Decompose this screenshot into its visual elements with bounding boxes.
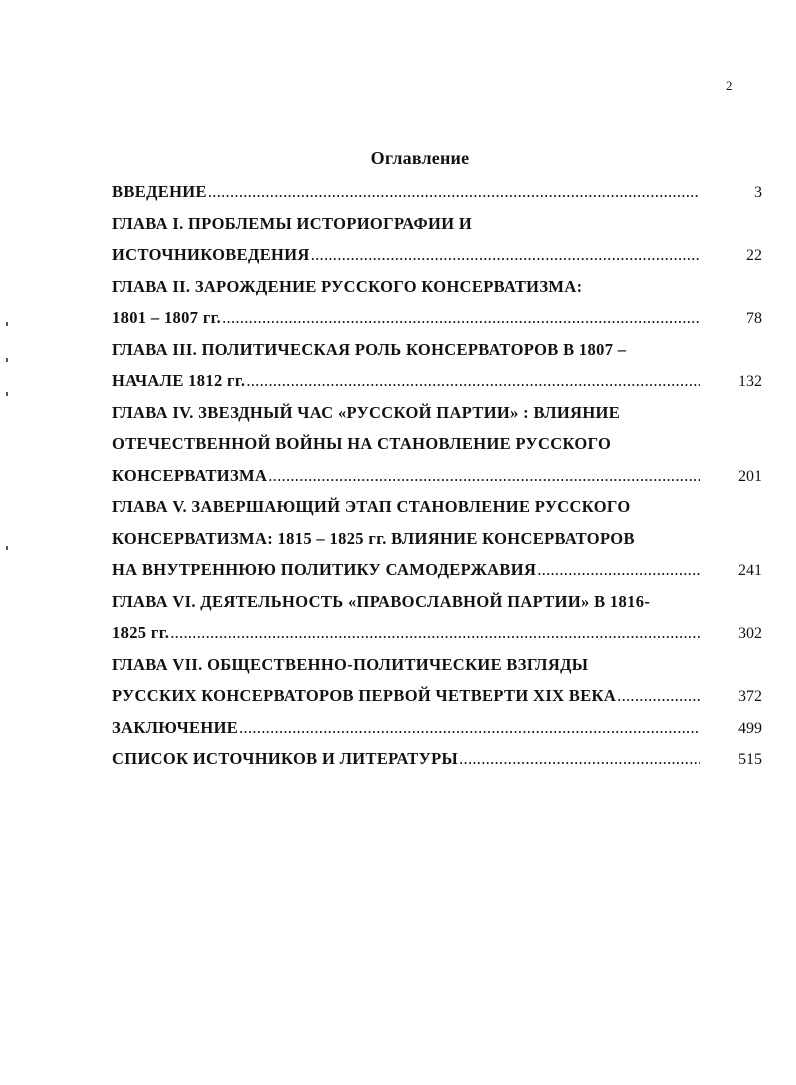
toc-page-number: 3 — [754, 184, 762, 201]
toc-entry — [112, 339, 762, 402]
leader-dots — [170, 622, 700, 644]
toc-entry-text: КОНСЕРВАТИЗМА: 1815 – 1825 гг. ВЛИЯНИЕ КОНСЕРВАТОРОВ — [112, 528, 635, 548]
margin-mark — [6, 322, 8, 326]
toc-page-number: 22 — [746, 247, 762, 264]
toc-entry-text: ГЛАВА II. ЗАРОЖДЕНИЕ РУССКОГО КОНСЕРВАТИЗМА: — [112, 276, 583, 296]
leader-dots — [222, 307, 700, 329]
leader-dots — [459, 748, 700, 770]
toc-entry-text: НАЧАЛЕ 1812 гг. — [112, 371, 246, 390]
toc-entry-line — [112, 622, 762, 654]
leader-dots — [537, 559, 700, 581]
toc-entry — [112, 717, 762, 749]
toc-page-number: 201 — [738, 467, 762, 485]
margin-mark — [6, 392, 8, 396]
table-of-contents — [112, 181, 762, 780]
leader-dots — [246, 370, 700, 392]
toc-page-number: 499 — [738, 719, 762, 737]
leader-dots — [311, 244, 700, 266]
toc-entry-text: ЗАКЛЮЧЕНИЕ — [112, 717, 239, 737]
toc-page-number: 132 — [738, 373, 762, 390]
toc-entry — [112, 181, 762, 213]
toc-entry-line — [112, 528, 762, 560]
toc-page-number: 78 — [746, 310, 762, 327]
toc-entry-line — [112, 654, 762, 686]
toc-entry-line — [112, 213, 762, 245]
toc-entry-line — [112, 433, 762, 465]
leader-dots — [239, 717, 700, 739]
toc-entry-line — [112, 465, 762, 497]
toc-entry-line — [112, 685, 762, 717]
leader-dots — [268, 465, 700, 487]
toc-entry-line — [112, 748, 762, 780]
leader-dots — [208, 181, 700, 203]
toc-entry-line — [112, 307, 762, 339]
toc-entry-text: ГЛАВА IV. ЗВЕЗДНЫЙ ЧАС «РУССКОЙ ПАРТИИ» : ВЛИЯНИЕ — [112, 402, 621, 422]
toc-entry-line — [112, 276, 762, 308]
toc-title: Оглавление — [370, 148, 470, 168]
toc-entry-line — [112, 370, 762, 402]
toc-page-number: 515 — [738, 751, 762, 768]
toc-entry-text: НА ВНУТРЕННЮЮ ПОЛИТИКУ САМОДЕРЖАВИЯ — [112, 560, 537, 579]
toc-entry-text: ГЛАВА VII. ОБЩЕСТВЕННО-ПОЛИТИЧЕСКИЕ ВЗГЛЯДЫ — [112, 654, 589, 674]
toc-page-number: 241 — [738, 562, 762, 579]
toc-entry — [112, 654, 762, 717]
toc-entry-line — [112, 181, 762, 213]
toc-page-number: 372 — [738, 688, 762, 705]
toc-page-number: 302 — [738, 625, 762, 642]
toc-entry-text: СПИСОК ИСТОЧНИКОВ И ЛИТЕРАТУРЫ — [112, 749, 459, 768]
leader-dots — [617, 685, 700, 707]
toc-entry-text: РУССКИХ КОНСЕРВАТОРОВ ПЕРВОЙ ЧЕТВЕРТИ XIX ВЕКА — [112, 686, 617, 705]
toc-entry-line — [112, 717, 762, 749]
toc-entry — [112, 748, 762, 780]
toc-entry-text: ОТЕЧЕСТВЕННОЙ ВОЙНЫ НА СТАНОВЛЕНИЕ РУССКОГО — [112, 434, 612, 453]
toc-entry-line — [112, 496, 762, 528]
margin-mark — [6, 546, 8, 550]
toc-entry — [112, 213, 762, 276]
toc-entry-text: 1801 – 1807 гг. — [112, 308, 222, 327]
toc-entry-text: ГЛАВА I. ПРОБЛЕМЫ ИСТОРИОГРАФИИ И — [112, 213, 473, 233]
toc-entry — [112, 496, 762, 591]
toc-entry — [112, 402, 762, 497]
toc-entry-text: ИСТОЧНИКОВЕДЕНИЯ — [112, 245, 310, 264]
toc-entry-text: ГЛАВА V. ЗАВЕРШАЮЩИЙ ЭТАП СТАНОВЛЕНИЕ РУССКОГО — [112, 497, 631, 516]
toc-entry-line — [112, 559, 762, 591]
toc-entry-line — [112, 591, 762, 623]
margin-mark — [6, 358, 8, 362]
toc-entry-text: ГЛАВА VI. ДЕЯТЕЛЬНОСТЬ «ПРАВОСЛАВНОЙ ПАРТИИ» В 1816- — [112, 591, 651, 611]
toc-entry-text: КОНСЕРВАТИЗМА — [112, 465, 268, 485]
toc-entry — [112, 591, 762, 654]
toc-entry-text: 1825 гг. — [112, 623, 170, 642]
toc-entry — [112, 276, 762, 339]
toc-entry-line — [112, 339, 762, 371]
toc-entry-line — [112, 402, 762, 434]
page-number: 2 — [726, 78, 733, 93]
toc-entry-line — [112, 244, 762, 276]
toc-entry-text: ВВЕДЕНИЕ — [112, 182, 207, 201]
toc-entry-text: ГЛАВА III. ПОЛИТИЧЕСКАЯ РОЛЬ КОНСЕРВАТОРОВ В 1807 – — [112, 339, 627, 359]
